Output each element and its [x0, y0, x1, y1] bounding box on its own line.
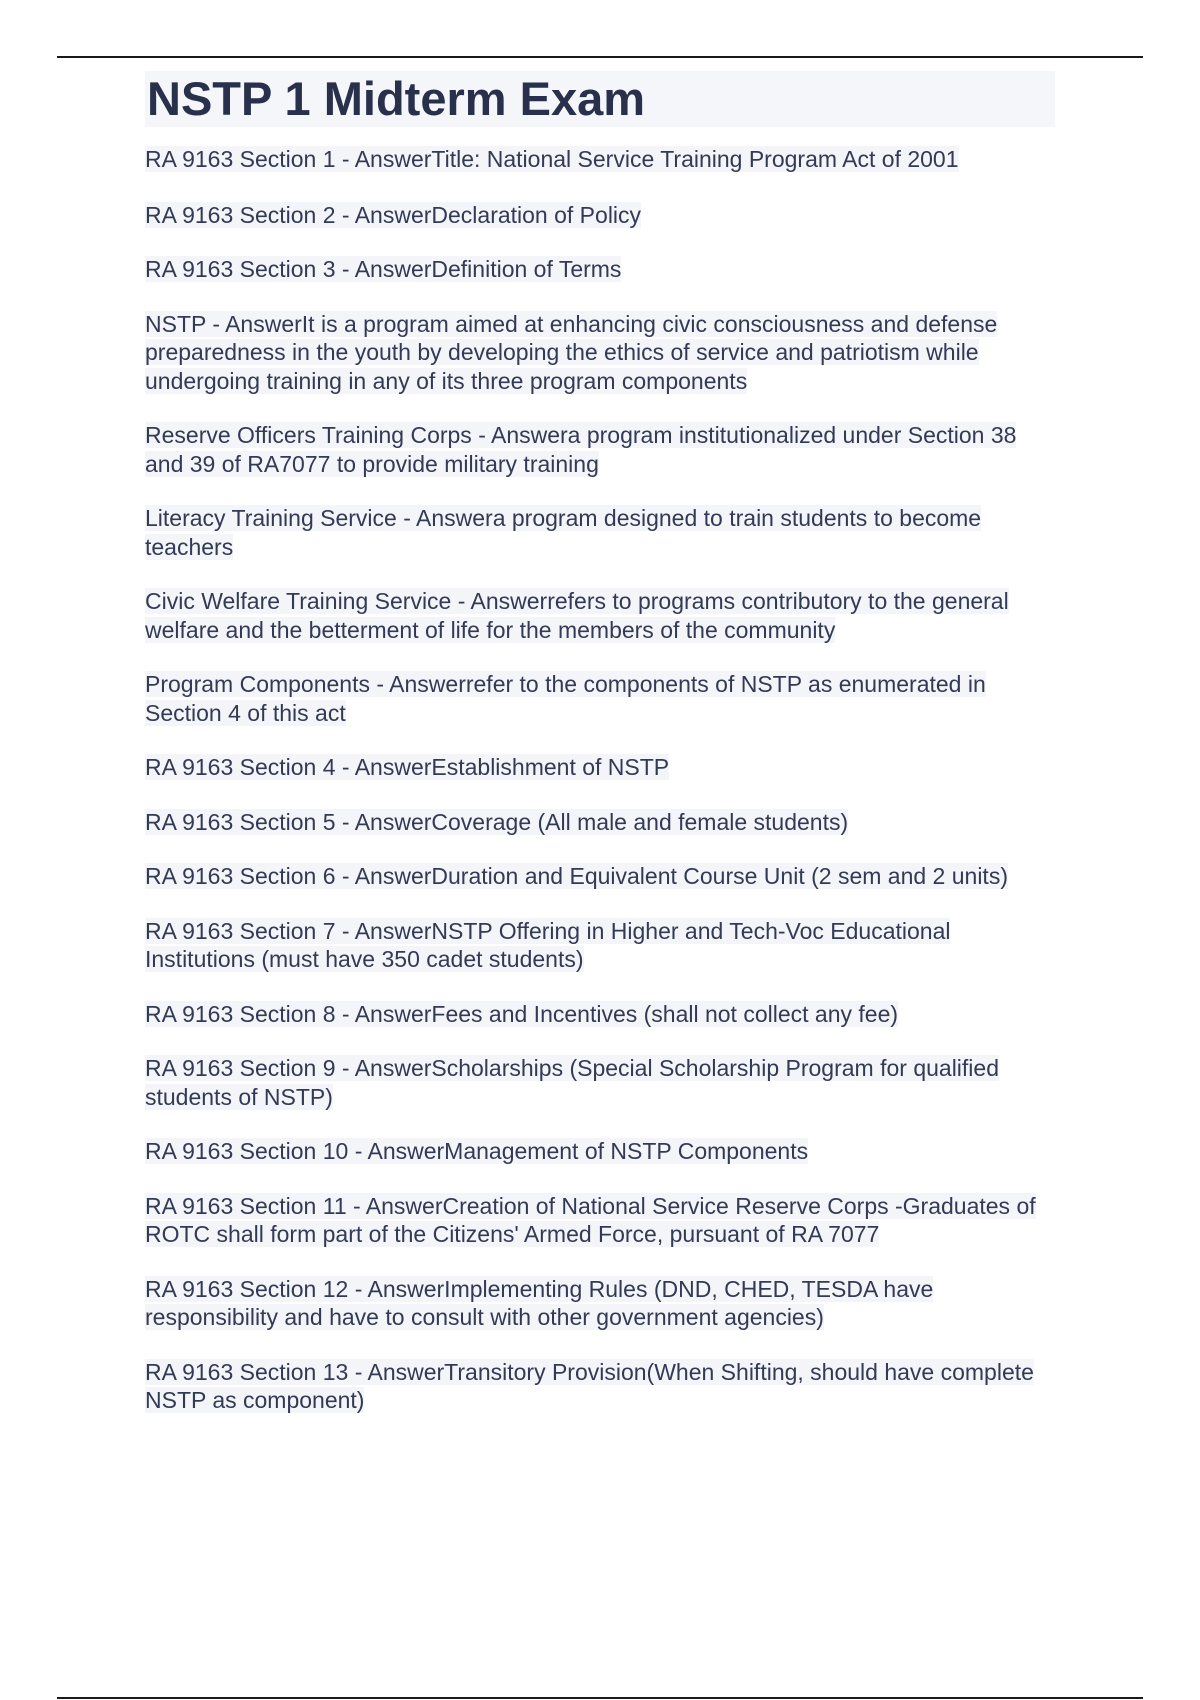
qa-text: RA 9163 Section 7 - AnswerNSTP Offering in Higher and Tech-Voc Educational Institutions (must have 350 cadet students)	[145, 917, 951, 972]
qa-item	[145, 421, 1055, 478]
qa-item	[145, 862, 1055, 891]
qa-item	[145, 145, 1055, 174]
qa-item	[145, 587, 1055, 644]
qa-text: RA 9163 Section 11 - AnswerCreation of National Service Reserve Corps -Graduates of ROTC shall form part of the Citizens' Armed Force, pursuant of RA 7077	[145, 1192, 1036, 1247]
qa-text: Civic Welfare Training Service - Answerrefers to programs contributory to the general welfare and the betterment of life for the members of the community	[145, 588, 1009, 643]
qa-item	[145, 310, 1055, 396]
top-rule	[57, 56, 1143, 58]
qa-item	[145, 1000, 1055, 1029]
qa-text: RA 9163 Section 6 - AnswerDuration and Equivalent Course Unit (2 sem and 2 units)	[145, 863, 1008, 889]
qa-item	[145, 1358, 1055, 1415]
qa-text: Literacy Training Service - Answera program designed to train students to become teachers	[145, 505, 982, 560]
qa-text: RA 9163 Section 10 - AnswerManagement of NSTP Components	[145, 1138, 809, 1164]
page-title: NSTP 1 Midterm Exam	[145, 71, 1055, 127]
qa-item	[145, 1137, 1055, 1166]
qa-item	[145, 255, 1055, 284]
qa-list	[145, 145, 1055, 1415]
qa-item	[145, 504, 1055, 561]
qa-text: RA 9163 Section 13 - AnswerTransitory Provision(When Shifting, should have complete NSTP as component)	[145, 1358, 1034, 1413]
qa-item	[145, 1275, 1055, 1332]
qa-item	[145, 1054, 1055, 1111]
bottom-rule	[57, 1697, 1143, 1699]
qa-item	[145, 808, 1055, 837]
qa-item	[145, 1192, 1055, 1249]
qa-text: Reserve Officers Training Corps - Answera program institutionalized under Section 38 and 39 of RA7077 to provide military training	[145, 422, 1017, 477]
qa-text: NSTP - AnswerIt is a program aimed at enhancing civic consciousness and defense preparedness in the youth by developing the ethics of service and patriotism while undergoing training in any of its three program components	[145, 310, 998, 394]
qa-item	[145, 917, 1055, 974]
qa-item	[145, 670, 1055, 727]
qa-text: RA 9163 Section 9 - AnswerScholarships (Special Scholarship Program for qualified students of NSTP)	[145, 1055, 999, 1110]
qa-text: RA 9163 Section 8 - AnswerFees and Incentives (shall not collect any fee)	[145, 1000, 899, 1027]
qa-text: RA 9163 Section 4 - AnswerEstablishment of NSTP	[145, 754, 670, 780]
qa-text: RA 9163 Section 5 - AnswerCoverage (All male and female students)	[145, 808, 849, 835]
qa-text: RA 9163 Section 1 - AnswerTitle: National Service Training Program Act of 2001	[145, 146, 959, 172]
qa-text: RA 9163 Section 2 - AnswerDeclaration of Policy	[145, 201, 642, 228]
document-content	[145, 71, 1055, 1415]
qa-text: RA 9163 Section 3 - AnswerDefinition of Terms	[145, 256, 622, 282]
qa-item	[145, 201, 1055, 230]
qa-item	[145, 753, 1055, 782]
qa-text: Program Components - Answerrefer to the components of NSTP as enumerated in Section 4 of this act	[145, 671, 986, 726]
qa-text: RA 9163 Section 12 - AnswerImplementing Rules (DND, CHED, TESDA have responsibility and have to consult with other government agencies)	[145, 1275, 934, 1330]
